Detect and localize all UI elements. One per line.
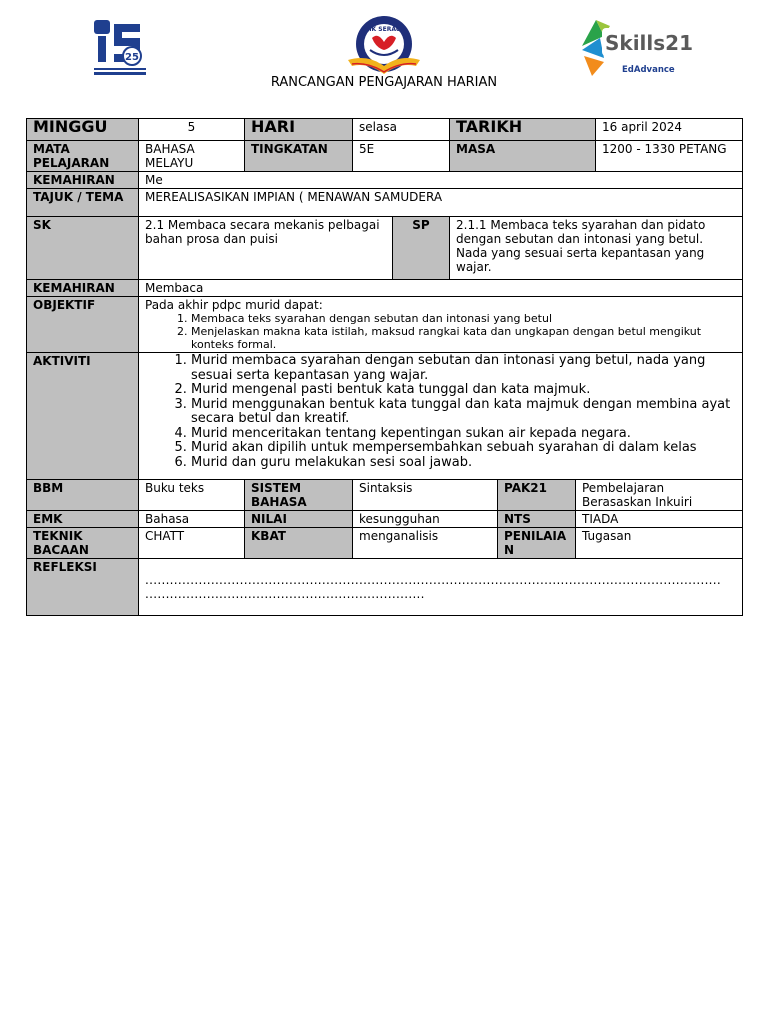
row-kemahiran-2 (27, 280, 743, 297)
list-item: 2. Menjelaskan makna kata istilah, maksud rangkai kata dan ungkapan dengan betul mengikut konteks formal. (191, 325, 736, 351)
pak21-value: Pembelajaran Berasaskan Inkuiri (576, 480, 743, 511)
tingkatan-label: TINGKATAN (245, 141, 353, 172)
kbat-value: menganalisis (353, 528, 498, 559)
objektif-intro: Pada akhir pdpc murid dapat: (145, 298, 323, 312)
minggu-value: 5 (139, 119, 245, 141)
lesson-plan-table (26, 118, 743, 616)
mata-pelajaran-label: MATA PELAJARAN (27, 141, 139, 172)
row-sk-sp (27, 217, 743, 280)
sk-value: 2.1 Membaca secara mekanis pelbagai bahan prosa dan puisi (139, 217, 393, 280)
sp-value: 2.1.1 Membaca teks syarahan dan pidato dengan sebutan dan intonasi yang betul. Nada yang sesuai serta kepantasan yang wajar. (450, 217, 743, 280)
list-item: 1. Membaca teks syarahan dengan sebutan dan intonasi yang betul (191, 312, 736, 325)
tajuk-label: TAJUK / TEMA (27, 189, 139, 217)
list-item: 2. Murid mengenal pasti bentuk kata tunggal dan kata majmuk. (191, 383, 736, 398)
emk-label: EMK (27, 511, 139, 528)
kbat-label: KBAT (245, 528, 353, 559)
teknik-bacaan-value: CHATT (139, 528, 245, 559)
list-item: 3. Murid menggunakan bentuk kata tunggal dan kata majmuk dengan membina ayat secara betul dan kreatif. (191, 398, 736, 427)
row-tajuk (27, 189, 743, 217)
list-item: 6. Murid dan guru melakukan sesi soal jawab. (191, 456, 736, 471)
list-item: 1. Murid membaca syarahan dengan sebutan dan intonasi yang betul, nada yang sesuai serta kepantasan yang wajar. (191, 354, 736, 383)
refleksi-label: REFLEKSI (27, 559, 139, 616)
crest-text: SMK SERAUIL (361, 26, 407, 33)
row-week (27, 119, 743, 141)
objektif-cell (139, 297, 743, 353)
sk-label: SK (27, 217, 139, 280)
tarikh-value: 16 april 2024 (596, 119, 743, 141)
edadvance-logo-text: EdAdvance (622, 65, 675, 75)
nts-label: NTS (498, 511, 576, 528)
nts-value: TIADA (576, 511, 743, 528)
bbm-value: Buku teks (139, 480, 245, 511)
skills21-logo (578, 16, 694, 78)
nilai-value: kesungguhan (353, 511, 498, 528)
list-item: 4. Murid menceritakan tentang kepentingan sukan air kepada negara. (191, 427, 736, 442)
kemahiran-label: KEMAHIRAN (27, 172, 139, 189)
school-logo-left (92, 18, 148, 78)
kemahiran-2-value: Membaca (139, 280, 743, 297)
kemahiran-value: Me (139, 172, 743, 189)
row-aktiviti (27, 353, 743, 480)
aktiviti-cell (139, 353, 743, 480)
hari-label: HARI (245, 119, 353, 141)
sistem-bahasa-value: Sintaksis (353, 480, 498, 511)
refleksi-line-2: .................................................................... (145, 587, 425, 601)
refleksi-line-1: ............................................................................................................................................ (145, 573, 722, 587)
aktiviti-label: AKTIVITI (27, 353, 139, 480)
sp-label: SP (393, 217, 450, 280)
emk-value: Bahasa (139, 511, 245, 528)
objektif-list (145, 312, 736, 351)
row-objektif (27, 297, 743, 353)
sistem-bahasa-label: SISTEM BAHASA (245, 480, 353, 511)
tajuk-value: MEREALISASIKAN IMPIAN ( MENAWAN SAMUDERA (139, 189, 743, 217)
row-kemahiran (27, 172, 743, 189)
objektif-label: OBJEKTIF (27, 297, 139, 353)
aktiviti-list (145, 354, 736, 470)
kemahiran-2-label: KEMAHIRAN (27, 280, 139, 297)
tarikh-label: TARIKH (450, 119, 596, 141)
masa-value: 1200 - 1330 PETANG (596, 141, 743, 172)
row-refleksi (27, 559, 743, 616)
refleksi-cell (139, 559, 743, 616)
masa-label: MASA (450, 141, 596, 172)
list-item: 5. Murid akan dipilih untuk mempersembahkan sebuah syarahan di dalam kelas (191, 441, 736, 456)
bbm-label: BBM (27, 480, 139, 511)
row-bbm (27, 480, 743, 511)
nilai-label: NILAI (245, 511, 353, 528)
row-subject (27, 141, 743, 172)
pak21-label: PAK21 (498, 480, 576, 511)
minggu-label: MINGGU (27, 119, 139, 141)
skills21-logo-text: Skills21 (605, 31, 694, 55)
row-emk (27, 511, 743, 528)
penilaian-value: Tugasan (576, 528, 743, 559)
hari-value: selasa (353, 119, 450, 141)
document-title: RANCANGAN PENGAJARAN HARIAN (270, 75, 498, 90)
teknik-bacaan-label: TEKNIK BACAAN (27, 528, 139, 559)
logo-left-number: 25 (125, 52, 139, 63)
school-crest-logo (344, 14, 424, 80)
row-teknik (27, 528, 743, 559)
tingkatan-value: 5E (353, 141, 450, 172)
mata-pelajaran-value: BAHASA MELAYU (139, 141, 245, 172)
penilaian-label: PENILAIAN (498, 528, 576, 559)
